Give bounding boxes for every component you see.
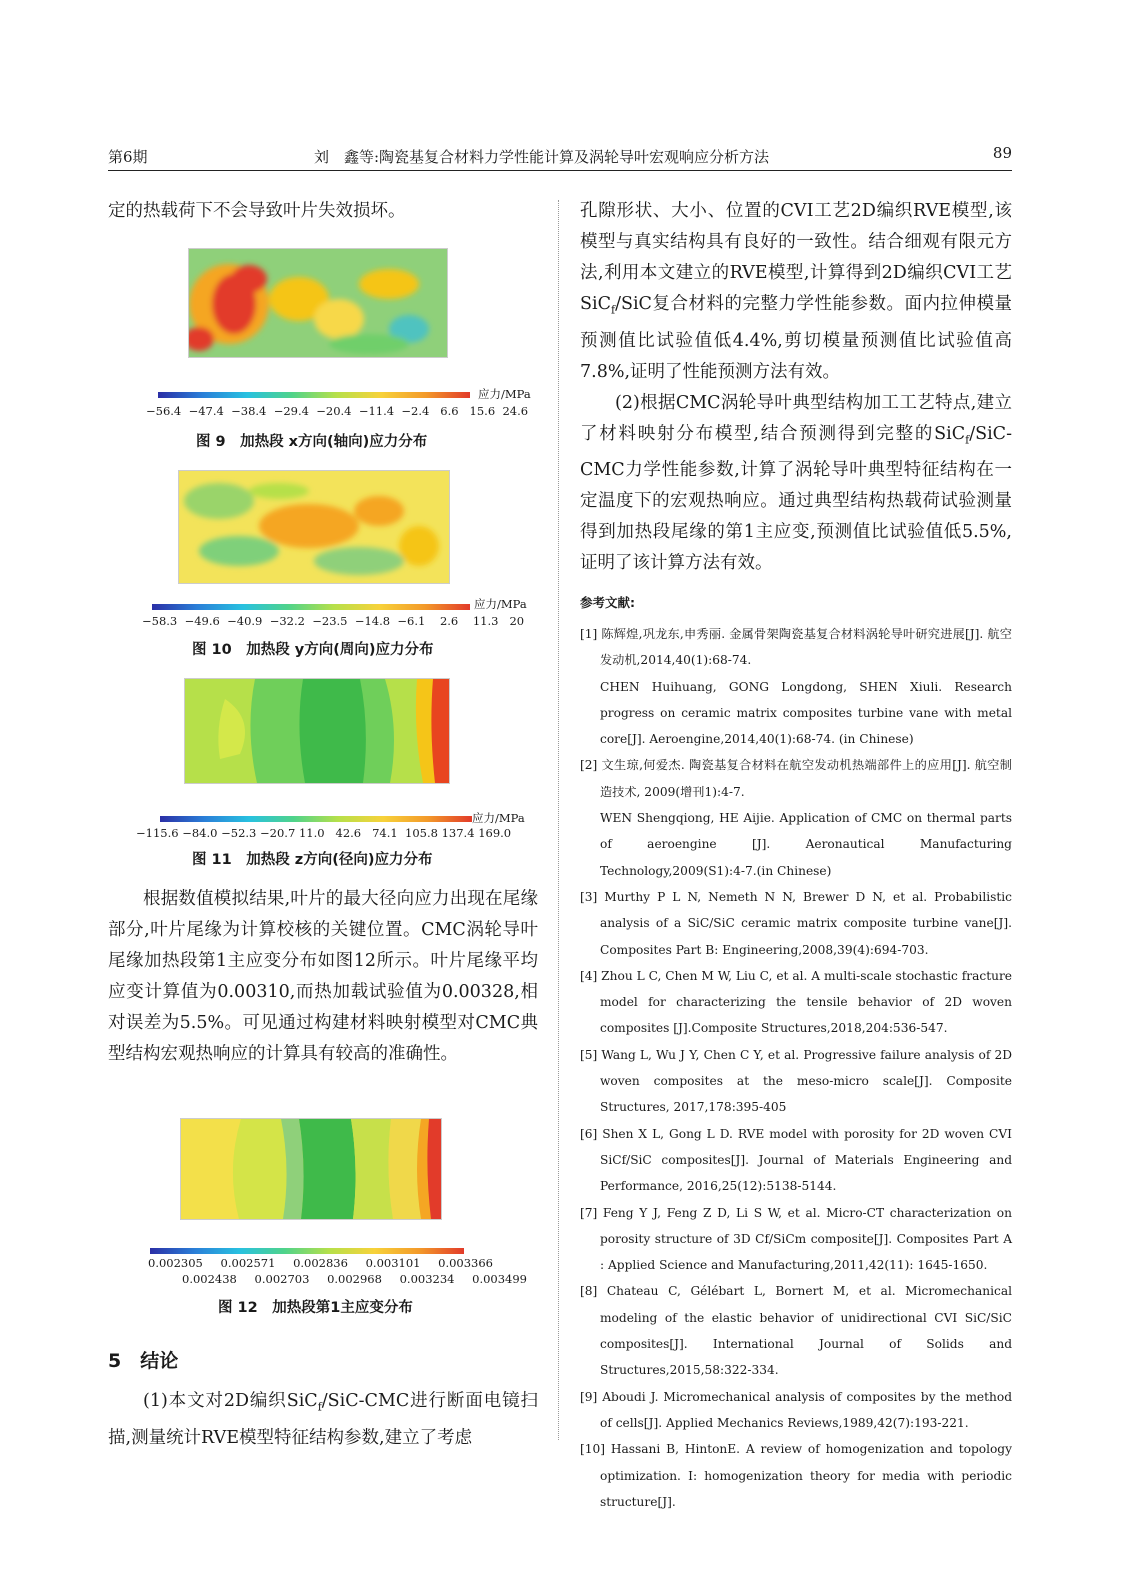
fig12-ticks-bottom [182,1272,527,1286]
figure-11 [108,672,538,872]
reference-item: [5] Wang L, Wu J Y, Chen C Y, et al. Progressive failure analysis of 2D woven composites at the meso-micro scale[J]. Composite Structures, 2017,178:395-405 [580,1047,1012,1115]
header-rule [108,170,1012,171]
fig10-unit: 应力/MPa [474,597,527,611]
conclusion-paragraph-1 [108,1386,538,1454]
intro-line: 定的热载荷下不会导致叶片失效损坏。 [108,201,406,221]
tick: −52.3 [221,826,257,840]
tick: 0.002305 [148,1256,203,1270]
figure-12 [108,1112,538,1322]
fig12-strain-map [180,1118,442,1220]
tick: −47.4 [188,404,224,418]
tick: −23.5 [312,614,348,628]
tick: −58.3 [142,614,178,628]
tick: 0.002968 [327,1272,382,1286]
tick: −56.4 [146,404,182,418]
tick: −6.1 [397,614,426,628]
tick: 137.4 [441,826,475,840]
fig9-colorbar [158,392,470,398]
fig12-colorbar [150,1248,464,1254]
reference-item: [7] Feng Y J, Feng Z D, Li S W, et al. Micro-CT characterization on porosity structure of 3D Cf/SiCm composite[J]. Composites Part A : Applied Science and Manufacturing,2011,42(11): 1645-1650. [580,1205,1012,1273]
text: (1)本文对2D编织SiC [143,1391,318,1411]
tick: 0.003234 [399,1272,455,1286]
text: (2)根据CMC涡轮导叶典型结构加工工艺特点,建立了材料映射分布模型,结合预测得到完整的SiC [580,392,1012,444]
analysis-paragraph: 根据数值模拟结果,叶片的最大径向应力出现在尾缘部分,叶片尾缘为计算校核的关键位置。CMC涡轮导叶尾缘加热段第1主应变分布如图12所示。叶片尾缘平均应变计算值为0.00310,而热加载试验值为0.00328,相对误差为5.5%。可见通过构建材料映射模型对CMC典型结构宏观热响应的计算具有较高的准确性。 [108,889,538,1064]
fig9-caption: 图 9 加热段 x方向(轴向)应力分布 [196,434,428,450]
running-title: 刘 鑫等:陶瓷基复合材料力学性能计算及涡轮导叶宏观响应分析方法 [314,148,770,166]
fig11-caption: 图 11 加热段 z方向(径向)应力分布 [192,852,433,868]
tick: −84.0 [182,826,218,840]
figure-10 [108,462,538,662]
references-title: 参考文献: [580,595,635,610]
tick: 24.6 [502,404,529,418]
tick: 0.003499 [472,1272,527,1286]
tick: −14.8 [354,614,391,628]
page-number: 89 [992,144,1012,162]
reference-item: [8] Chateau C, Gélébart L, Bornert M, et al. Micromechanical modeling of the elastic behavior of unidirectional CVI SiC/SiC composites[J]. International Journal of Solids and Structures,2015,58:322-334. [580,1284,1012,1378]
reference-item: [9] Aboudi J. Micromechanical analysis of composites by the method of cells[J]. Applied Mechanics Reviews,1989,42(7):193-221. [580,1389,1012,1430]
fig9-stress-map [188,248,448,358]
fig10-ticks [142,614,524,628]
running-header [108,142,1012,166]
tick: 74.1 [372,826,398,840]
reference-item: [1] 陈辉煌,巩龙东,申秀丽. 金属骨架陶瓷基复合材料涡轮导叶研究进展[J]. 航空发动机,2014,40(1):68-74. [580,627,1012,668]
reference-item: [2] 文生琼,何爱杰. 陶瓷基复合材料在航空发动机热端部件上的应用[J]. 航空制造技术, 2009(增刊1):4-7. [580,758,1012,799]
subscript: f [610,303,616,317]
reference-item: [3] Murthy P L N, Nemeth N N, Brewer D N, et al. Probabilistic analysis of a SiC/SiC ceramic matrix composite turbine vane[J]. Composites Part B: Engineering,2008,39(4):694-703. [580,889,1012,957]
reference-item-en: WEN Shengqiong, HE Aijie. Application of CMC on thermal parts of aeroengine [J]. Aeronautical Manufacturing Technology,2009(S1):4-7.(in Chinese) [600,811,1012,878]
tick: −38.4 [231,404,267,418]
tick: −20.7 [260,826,296,840]
fig11-colorbar [160,816,472,822]
tick: 0.003366 [438,1256,493,1270]
fig12-caption: 图 12 加热段第1主应变分布 [218,1300,413,1316]
analysis-block [108,884,538,1070]
fig9-unit: 应力/MPa [478,387,531,401]
tick: −29.4 [273,404,309,418]
left-column [108,196,538,227]
tick: −11.4 [358,404,395,418]
tick: 0.002571 [220,1256,276,1270]
fig11-unit: 应力/MPa [472,811,525,825]
tick: 42.6 [335,826,362,840]
column-separator [558,200,559,1440]
tick: 105.8 [405,826,438,840]
fig12-ticks-top [148,1256,493,1270]
conclusion-block [108,1386,538,1454]
tick: −49.6 [184,614,220,628]
subscript: f [317,1400,322,1414]
fig10-stress-map [178,470,450,584]
fig9-ticks [146,404,528,418]
tick: −40.9 [227,614,263,628]
subscript: f [965,433,970,446]
reference-item: [10] Hassani B, HintonE. A review of homogenization and topology optimization. I: homogenization theory for media with periodic structure[J]. [580,1442,1012,1509]
tick: 6.6 [440,404,459,418]
fig10-colorbar [152,604,470,610]
reference-list [580,621,1012,1515]
fig10-caption: 图 10 加热段 y方向(周向)应力分布 [192,642,434,658]
issue-label: 第6期 [108,148,148,166]
fig11-ticks [136,826,511,840]
reference-item: [6] Shen X L, Gong L D. RVE model with porosity for 2D woven CVI SiCf/SiC composites[J]. Journal of Materials Engineering and Performance, 2016,25(12):5138-5144. [580,1126,1012,1194]
tick: 0.002836 [293,1256,348,1270]
tick: 11.0 [298,826,325,840]
tick: −32.2 [269,614,305,628]
text: /SiC-CMC进行断面电镜扫描,测量统计RVE模型特征结构参数,建立了考虑 [108,1391,538,1448]
tick: 11.3 [472,614,499,628]
tick: 0.003101 [365,1256,421,1270]
text: /SiC-CMC力学性能参数,计算了涡轮导叶典型特征结构在一定温度下的宏观热响应。通过典型结构热载荷试验测量得到加热段尾缘的第1主应变,预测值比试验值低5.5%,证明了该计算方法有效。 [580,423,1012,573]
text: /SiC复合材料的完整力学性能参数。面内拉伸模量预测值比试验值低4.4%,剪切模量预测值比试验值高7.8%,证明了性能预测方法有效。 [580,294,1012,382]
tick: 0.002703 [254,1272,310,1286]
reference-item: [4] Zhou L C, Chen M W, Liu C, et al. A multi-scale stochastic fracture model for characterizing the tensile behavior of 2D woven composites [J].Composite Structures,2018,204:536-547. [580,968,1012,1036]
tick: −115.6 [136,826,179,840]
tick: 169.0 [478,826,512,840]
tick: 15.6 [469,404,496,418]
text: 孔隙形状、大小、位置的CVI工艺2D编织RVE模型,该模型与真实结构具有良好的一致性。结合细观有限元方法,利用本文建立的RVE模型,计算得到2D编织CVI工艺SiC [580,201,1012,314]
tick: −2.4 [401,404,430,418]
tick: −20.4 [316,404,352,418]
conclusion-paragraph-2 [580,388,1012,580]
fig11-stress-map [184,678,450,784]
tick: 0.002438 [182,1272,237,1286]
right-column [580,196,1012,1515]
section-title: 5 结论 [108,1350,179,1372]
conclusion-paragraph-1-cont [580,196,1012,388]
figure-9 [108,240,538,460]
tick: 2.6 [439,614,459,628]
reference-item-en: CHEN Huihuang, GONG Longdong, SHEN Xiuli. Research progress on ceramic matrix composites turbine vane with metal core[J]. Aeroengine,2014,40(1):68-74. (in Chinese) [600,679,1012,747]
tick: 20 [509,614,525,628]
